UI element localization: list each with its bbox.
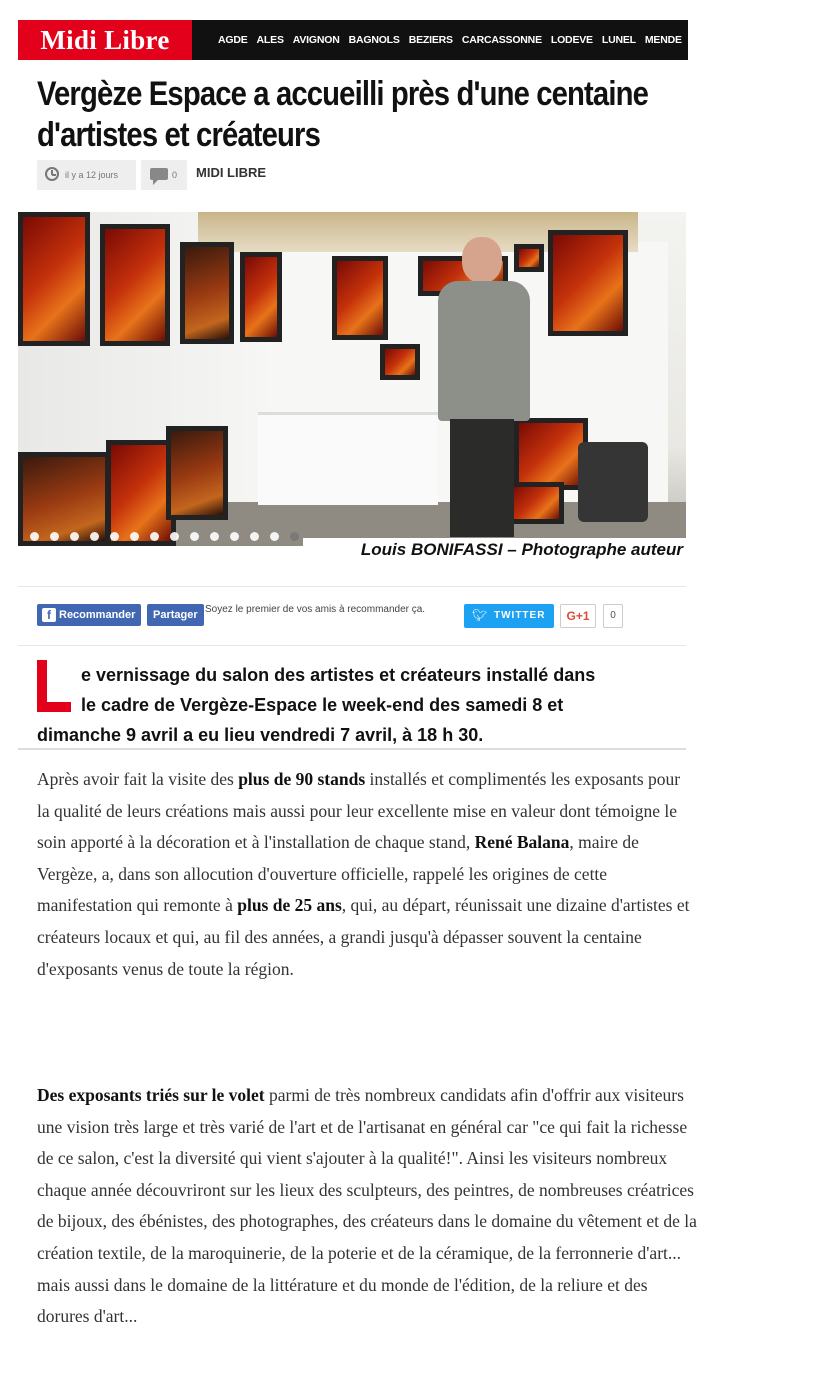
photo-credit: Louis BONIFASSI – Photographe auteur	[360, 540, 683, 559]
city-link-carcassonne[interactable]: CARCASSONNE	[461, 34, 542, 46]
carousel-dot[interactable]	[290, 532, 299, 541]
facebook-recommend-button[interactable]	[37, 604, 141, 626]
date-badge	[37, 160, 136, 190]
bold-text: plus de 90 stands	[238, 769, 366, 789]
city-link-agde[interactable]: AGDE	[218, 34, 248, 46]
city-link-avignon[interactable]: AVIGNON	[292, 34, 340, 46]
article-author[interactable]: MIDI LIBRE	[196, 165, 267, 180]
carousel-dot[interactable]	[70, 532, 79, 541]
lead-line-3: dimanche 9 avril a eu lieu vendredi 7 avril, à 18 h 30.	[37, 725, 484, 745]
city-link-beziers[interactable]: BEZIERS	[408, 34, 453, 46]
comment-icon	[150, 168, 168, 180]
facebook-hint: Soyez le premier de vos amis à recommander ça.	[205, 604, 426, 615]
carousel-dot[interactable]	[170, 532, 179, 541]
text-run: , qui, au départ, réunissait une dizaine d'artistes et créateurs locaux et qui, au fil des années, a grandi jusqu'à dépasser souvent la centaine d'exposants venus de toute la région.	[37, 895, 690, 979]
comments-badge[interactable]	[141, 160, 187, 190]
exhibit-table	[258, 412, 438, 505]
carousel-dot[interactable]	[110, 532, 119, 541]
photo-person	[428, 237, 538, 537]
person-pants	[450, 419, 514, 537]
carousel-dot[interactable]	[30, 532, 39, 541]
carousel-dot[interactable]	[270, 532, 279, 541]
city-link-bagnols[interactable]: BAGNOLS	[348, 34, 400, 46]
painting	[18, 212, 90, 346]
painting	[166, 426, 228, 520]
carousel-dot[interactable]	[90, 532, 99, 541]
city-link-montpellier[interactable]: MONTPELLIER	[738, 34, 812, 46]
city-link-lodeve[interactable]: LODEVE	[550, 34, 593, 46]
carousel-dot[interactable]	[130, 532, 139, 541]
city-link-millau[interactable]: MILLAU	[690, 34, 730, 46]
city-nav	[218, 20, 820, 60]
carousel-dot[interactable]	[210, 532, 219, 541]
article-title: Vergèze Espace a accueilli près d'une centaine d'artistes et créateurs	[37, 75, 648, 154]
facebook-recommend-label: Recommander	[59, 609, 136, 621]
city-link-mende[interactable]: MENDE	[644, 34, 682, 46]
carousel-dot[interactable]	[230, 532, 239, 541]
city-link-lunel[interactable]: LUNEL	[601, 34, 636, 46]
comment-count: 0	[172, 170, 178, 180]
painting	[100, 224, 170, 346]
painting	[380, 344, 420, 380]
top-nav-bar	[18, 20, 812, 60]
text-run: installés et complimentés les exposants pour la qualité de leurs créations mais aussi pour leur excellente mise en valeur dont témoigne le soin apporté à la décoration et à l'installation de chaque stand,	[37, 769, 681, 853]
divider	[18, 645, 686, 646]
publish-date: il y a 12 jours	[65, 170, 119, 180]
body-paragraph-2	[37, 1080, 697, 1333]
text-run: parmi de très nombreux candidats afin d'offrir aux visiteurs une vision très large et très varié de l'art et de l'artisanat en général car "ce qui fait la richesse de ce salon, c'est la diversité qui vient s'ajouter à la qualité!". Ainsi les visiteurs nombreux chaque année découvriront sur les lieux des sculpteurs, des peintres, de nombreuses créatrices de bijoux, des ébénistes, des photographes, des créateurs dans le domaine du vêtement et de la création textile, de la maroquinerie, de la poterie et de la céramique, de la ferronnerie d'art... mais aussi dans le domaine de la littérature et du monde de l'édition, de la reliure et des dorures d'art...	[37, 1085, 697, 1327]
person-head	[462, 237, 502, 283]
lead-line-2: le cadre de Vergèze-Espace le week-end des samedi 8 et	[81, 695, 564, 715]
carousel-dot[interactable]	[50, 532, 59, 541]
carousel-dot[interactable]	[190, 532, 199, 541]
painting	[180, 242, 234, 344]
site-logo[interactable]: Midi Libre	[18, 20, 192, 60]
city-link-ales[interactable]: ALES	[256, 34, 284, 46]
person-shirt	[438, 281, 530, 421]
carousel-dot[interactable]	[250, 532, 259, 541]
photo-chair	[578, 442, 648, 522]
carousel-dots[interactable]	[30, 532, 310, 541]
body-paragraph-1	[37, 764, 697, 985]
twitter-button[interactable]	[464, 604, 554, 628]
facebook-icon: f	[42, 608, 56, 622]
carousel-dot[interactable]	[150, 532, 159, 541]
google-plus-count: 0	[603, 604, 623, 628]
google-plus-button[interactable]: G+1	[560, 604, 596, 628]
painting	[240, 252, 282, 342]
bold-text: René Balana	[474, 832, 570, 853]
text-run: Après avoir fait la visite des	[37, 769, 239, 789]
twitter-bird-icon: 🐦︎	[472, 608, 488, 622]
drop-cap-L	[37, 660, 73, 714]
divider	[18, 748, 686, 750]
painting	[332, 256, 388, 340]
text-run: , maire de Vergèze, a, dans son allocution d'ouverture officielle, rappelé les origines de cette manifestation qui remonte à	[37, 832, 639, 916]
bold-text: plus de 25 ans	[237, 895, 342, 916]
clock-icon	[45, 167, 59, 181]
facebook-share-button[interactable]: Partager	[147, 604, 204, 626]
divider	[18, 586, 686, 587]
bold-text: Des exposants triés sur le volet	[37, 1085, 265, 1105]
article-photo[interactable]	[18, 212, 686, 546]
painting	[548, 230, 628, 336]
lead-line-1: e vernissage du salon des artistes et créateurs installé dans	[81, 665, 596, 685]
twitter-label: TWITTER	[494, 610, 546, 621]
